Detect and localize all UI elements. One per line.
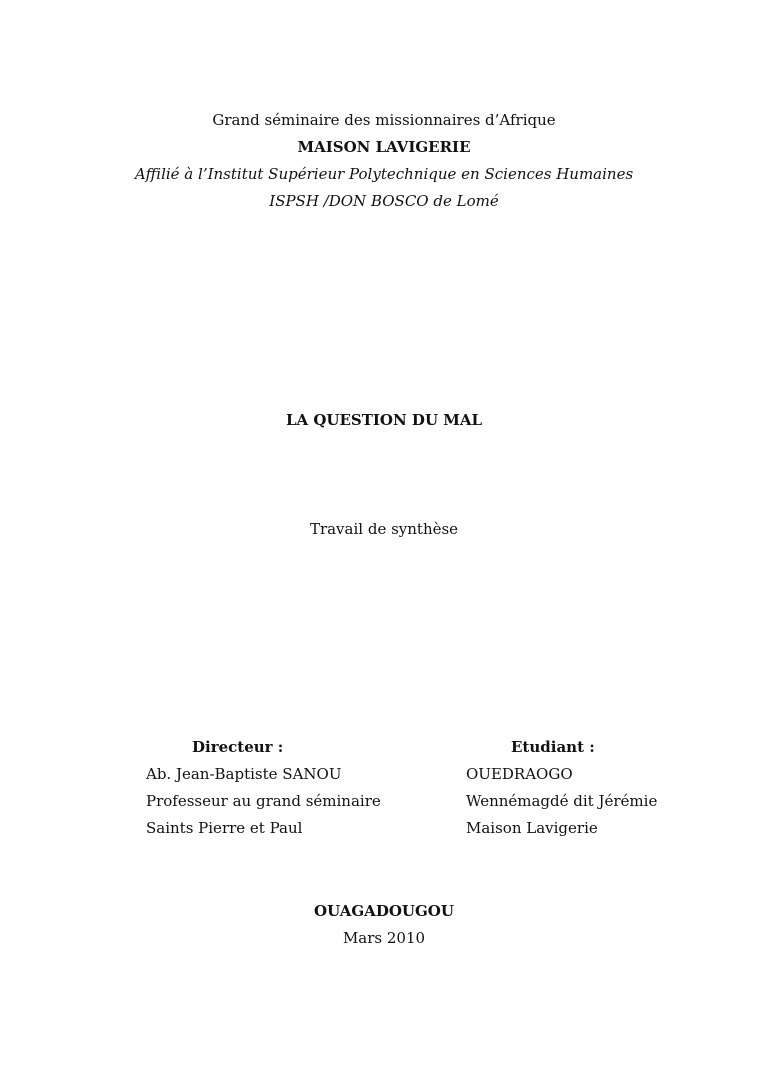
document-title: LA QUESTION DU MAL xyxy=(285,411,483,429)
footer-city: OUAGADOUGOU xyxy=(314,902,454,920)
document-subtitle: Travail de synthèse xyxy=(309,520,459,538)
director-heading: Directeur : xyxy=(192,738,284,756)
student-surname: OUEDRAOGO xyxy=(466,765,573,783)
student-heading: Etudiant : xyxy=(511,738,595,756)
affiliation-line: Affilié à l’Institut Supérieur Polytechnique en Sciences Humaines xyxy=(134,165,634,183)
student-house: Maison Lavigerie xyxy=(466,819,598,837)
footer-date: Mars 2010 xyxy=(342,929,426,947)
student-given-name: Wennémagdé dit Jérémie xyxy=(466,792,658,810)
institute-line: ISPSH /DON BOSCO de Lomé xyxy=(269,192,499,210)
director-name: Ab. Jean-Baptiste SANOU xyxy=(146,765,342,783)
house-name: MAISON LAVIGERIE xyxy=(297,138,471,156)
seminary-name: Grand séminaire des missionnaires d’Afrique xyxy=(212,111,556,129)
director-institution: Saints Pierre et Paul xyxy=(146,819,303,837)
director-title: Professeur au grand séminaire xyxy=(146,792,381,810)
